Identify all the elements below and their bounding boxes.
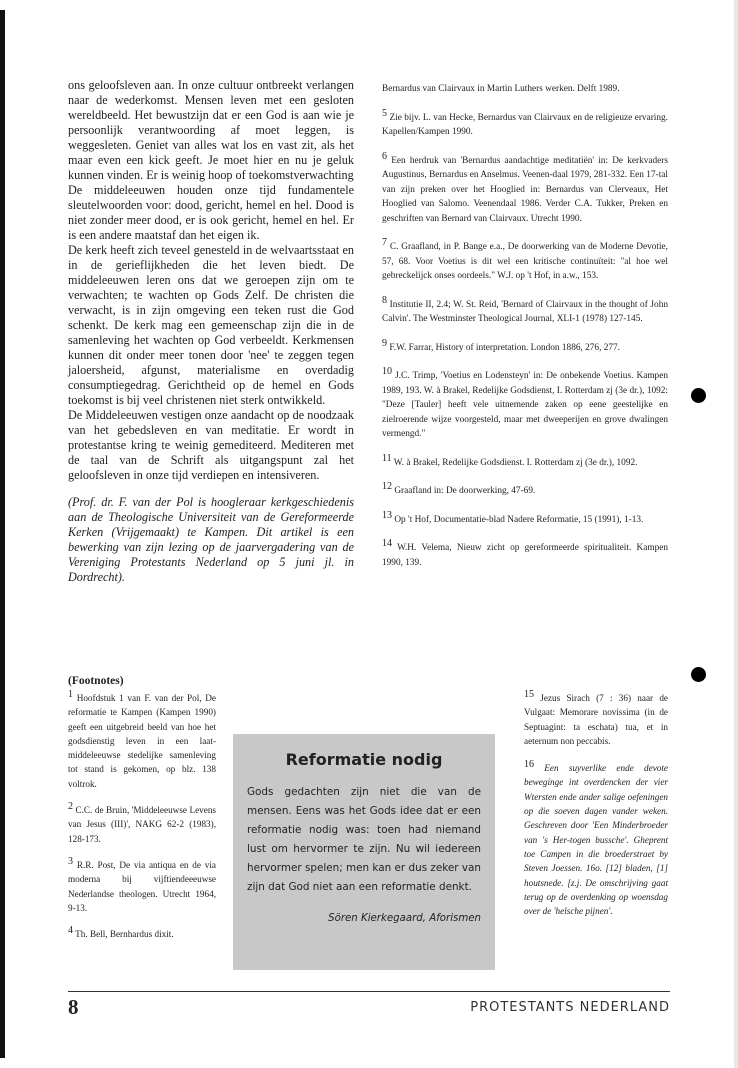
article-body: [68, 78, 354, 585]
footer-rule: [68, 991, 670, 992]
article-paragraph: De kerk heeft zich teveel genesteld in de welvaartsstaat en in de gerieflijkheden die het leven biedt. De middeleeuwen leren ons dat we geroepen zijn om te verwachten; te wachten op Gods Zelf. De christen die verwacht, is in zijn omgeving een teken rust die God schenkt. De kerk mag een gemeenschap zijn die in de samenleving het wachten op God verbeeldt. Kerkmensen kunnen dit onder meer tonen door 'nee' te zeggen tegen jaloersheid, afgunst, materialisme en overdadig consumptiegedrag. Gerichtheid op de hemel en Gods toekomst is bij veel christenen niet sterk ontwikkeld.: [68, 243, 354, 407]
footnote: $^4$ Th. Bell, Bernhardus dixit.: [68, 925, 174, 940]
page-number: 8: [68, 995, 79, 1019]
footnote: $^1$ Hoofdstuk 1 van F. van der Pol, De reformatie te Kampen (Kampen 1990) geeft een uitgebreid beeld van hoe het godsdienstig leven in een laat-middeleeuwse stedelijke samenleving tot stand is gekomen, op blz. 138 voltrok.: [68, 689, 217, 789]
footnote: $^2$ C.C. de Bruin, 'Middeleeuwse Levens van Jesus (III)', NAKG 62-2 (1983), 128-173.: [68, 801, 216, 844]
page-edge-right: [734, 0, 738, 1068]
footnotes-right-column: [382, 78, 668, 580]
quote-text: Gods gedachten zijn niet die van de mensen. Eens was het Gods idee dat er een reformatie nodig was: toen had niemand lust om hervormer te zijn. Nu wil iedereen hervormer spelen; men kan er dus zeker van zijn dat God niet aan een reformatie denkt.: [247, 786, 481, 893]
footnote: $^5$ Zie bijv. L. van Hecke, Bernardus van Clairvaux en de religieuze ervaring. Kapellen/Kampen 1990.: [382, 107, 669, 137]
page-edge-left: [0, 10, 5, 1058]
footnote: $^3$ R.R. Post, De via antiqua en de via moderna bij vijftiendeeeuwse Nederlandse theologen. Utrecht 1964, 9-13.: [68, 855, 216, 913]
footnotes-bottom-right-column: [524, 688, 668, 928]
punch-hole-dot: [691, 667, 706, 682]
footnote: $^8$ Institutie II, 2.4; W. St. Reid, 'Bernard of Clairvaux in the thought of John Calvin'. The Westminster Theological Journal, XLI-1 (1978) 127-145.: [382, 294, 668, 324]
footnote: $^9$ F.W. Farrar, History of interpretation. London 1886, 276, 277.: [382, 337, 620, 353]
punch-hole-dot: [691, 388, 706, 403]
footnote: $^7$ C. Graafland, in P. Bange e.a., De doorwerking van de Moderne Devotie, 57, 68. Voor Voetius is dit wel een kritische continuïteit: "al hoe wel gebreckelijck onses oordeels." W.J. op 't Hof, in a.w., 153.: [382, 237, 668, 281]
footnote: $^{15}$ Jezus Sirach (7 : 36) naar de Vulgaat: Memorare novissima (in de Septuagint: ta eschata) tua, et in aeternum non peccabis.: [524, 689, 669, 746]
footnote: $^6$ Een herdruk van 'Bernardus aandachtige meditatiën' in: De kerkvaders Augustinus, Bernardus en Anselmus. Veenen-daal 1979, 281-332. Een 17-tal van zijn preken over het Hooglied in: Bernardus van Clerveaux, Het Hooglied van Salomo. Veenendaal 1986. Verder C.A. Tukker, Preken en geschriften van Bernard van Clairvaux. Utrecht 1990.: [382, 150, 669, 224]
author-credit: (Prof. dr. F. van der Pol is hoogleraar kerkgeschiedenis aan de Theologische Universiteit van de Gereformeerde Kerken (Vrijgemaakt) te Kampen. Dit artikel is een bewerking van zijn lezing op de jaarvergadering van de Vereniging Protestants Nederland op 5 juni jl. in Dordrecht).: [68, 495, 354, 584]
quote-box: [233, 734, 495, 970]
quote-title: Reformatie nodig: [285, 750, 443, 769]
footnote: $^{14}$ W.H. Velema, Nieuw zicht op gereformeerde spiritualiteit. Kampen 1990, 139.: [382, 538, 668, 568]
footnote: $^{13}$ Op 't Hof, Documentatie-blad Nadere Reformatie, 15 (1991), 1-13.: [382, 509, 644, 525]
footnotes-left-column: [68, 688, 216, 950]
quote-author: Sören Kierkegaard, Aforismen: [328, 913, 481, 924]
footnote: Bernardus van Clairvaux in Martin Luthers werken. Delft 1989.: [382, 84, 620, 94]
article-paragraph: De middeleeuwen houden onze tijd fundamentele sleutelwoorden voor: dood, gericht, hemel en hel. Dood is niet zonder meer dood, er is ook gericht, hemel en hel. Er is een andere maatstaf dan het eigen ik.: [68, 183, 354, 242]
footnote: $^{10}$ J.C. Trimp, 'Voetius en Lodensteyn' in: De onbekende Voetius. Kampen 1989, 193. W. à Brakel, Redelijke Godsdienst, I. Rotterdam zj (3e dr.), 1092: "Deze [Tauler] heeft vele uitnemende zaken op eene geestelijke en zielroerende wijze voorgesteld, maar met dweeperijen en grove dwalingen vermengd.": [382, 366, 668, 439]
footnote: $^{16}$ Een suyverlike ende devote bewegínge int overdencken der vier Wtersten ende ander salige oefeningen op die soeven dagen vander weken. Geschreven door 'Een Minderbroeder van 's Her-togen bussche'. Gheprent toe Campen in die broederstraet by Steven Joessen. 16o. [12] bladen, [1] houtsnede. [z.j. De omschrijving gaat terug op de overdenking op woensdag over de 'helsche pijnen'.: [524, 759, 669, 917]
footnotes-heading: (Footnotes): [68, 675, 124, 687]
footnote: $^{11}$ W. à Brakel, Redelijke Godsdienst. I. Rotterdam zj (3e dr.), 1092.: [382, 452, 638, 468]
footnote: $^{12}$ Graafland in: De doorwerking, 47-69.: [382, 481, 536, 496]
article-paragraph: De Middeleeuwen vestigen onze aandacht op de noodzaak van het gebedsleven en van meditatie. Er wordt in protestantse kring te weinig gemediteerd. Mediteren met de taal van de Schrift als uitgangspunt zal het geloofsleven in onze tijd verdiepen en intensiveren.: [68, 408, 354, 482]
magazine-title: PROTESTANTS NEDERLAND: [470, 1000, 670, 1015]
article-paragraph: ons geloofsleven aan. In onze cultuur ontbreekt verlangen naar de wederkomst. Mensen leven met een gesloten wereldbeeld. Het bewustzijn dat er een God is aan wie je persoonlijk verantwoording af moet leggen, is weggesleten. Geniet van alles wat los en vast zit, als het maar even een kick geeft. Je moet hier en nu je geluk kunnen vinden. Er is weinig hoop of toekomstverwachting: [68, 78, 354, 182]
